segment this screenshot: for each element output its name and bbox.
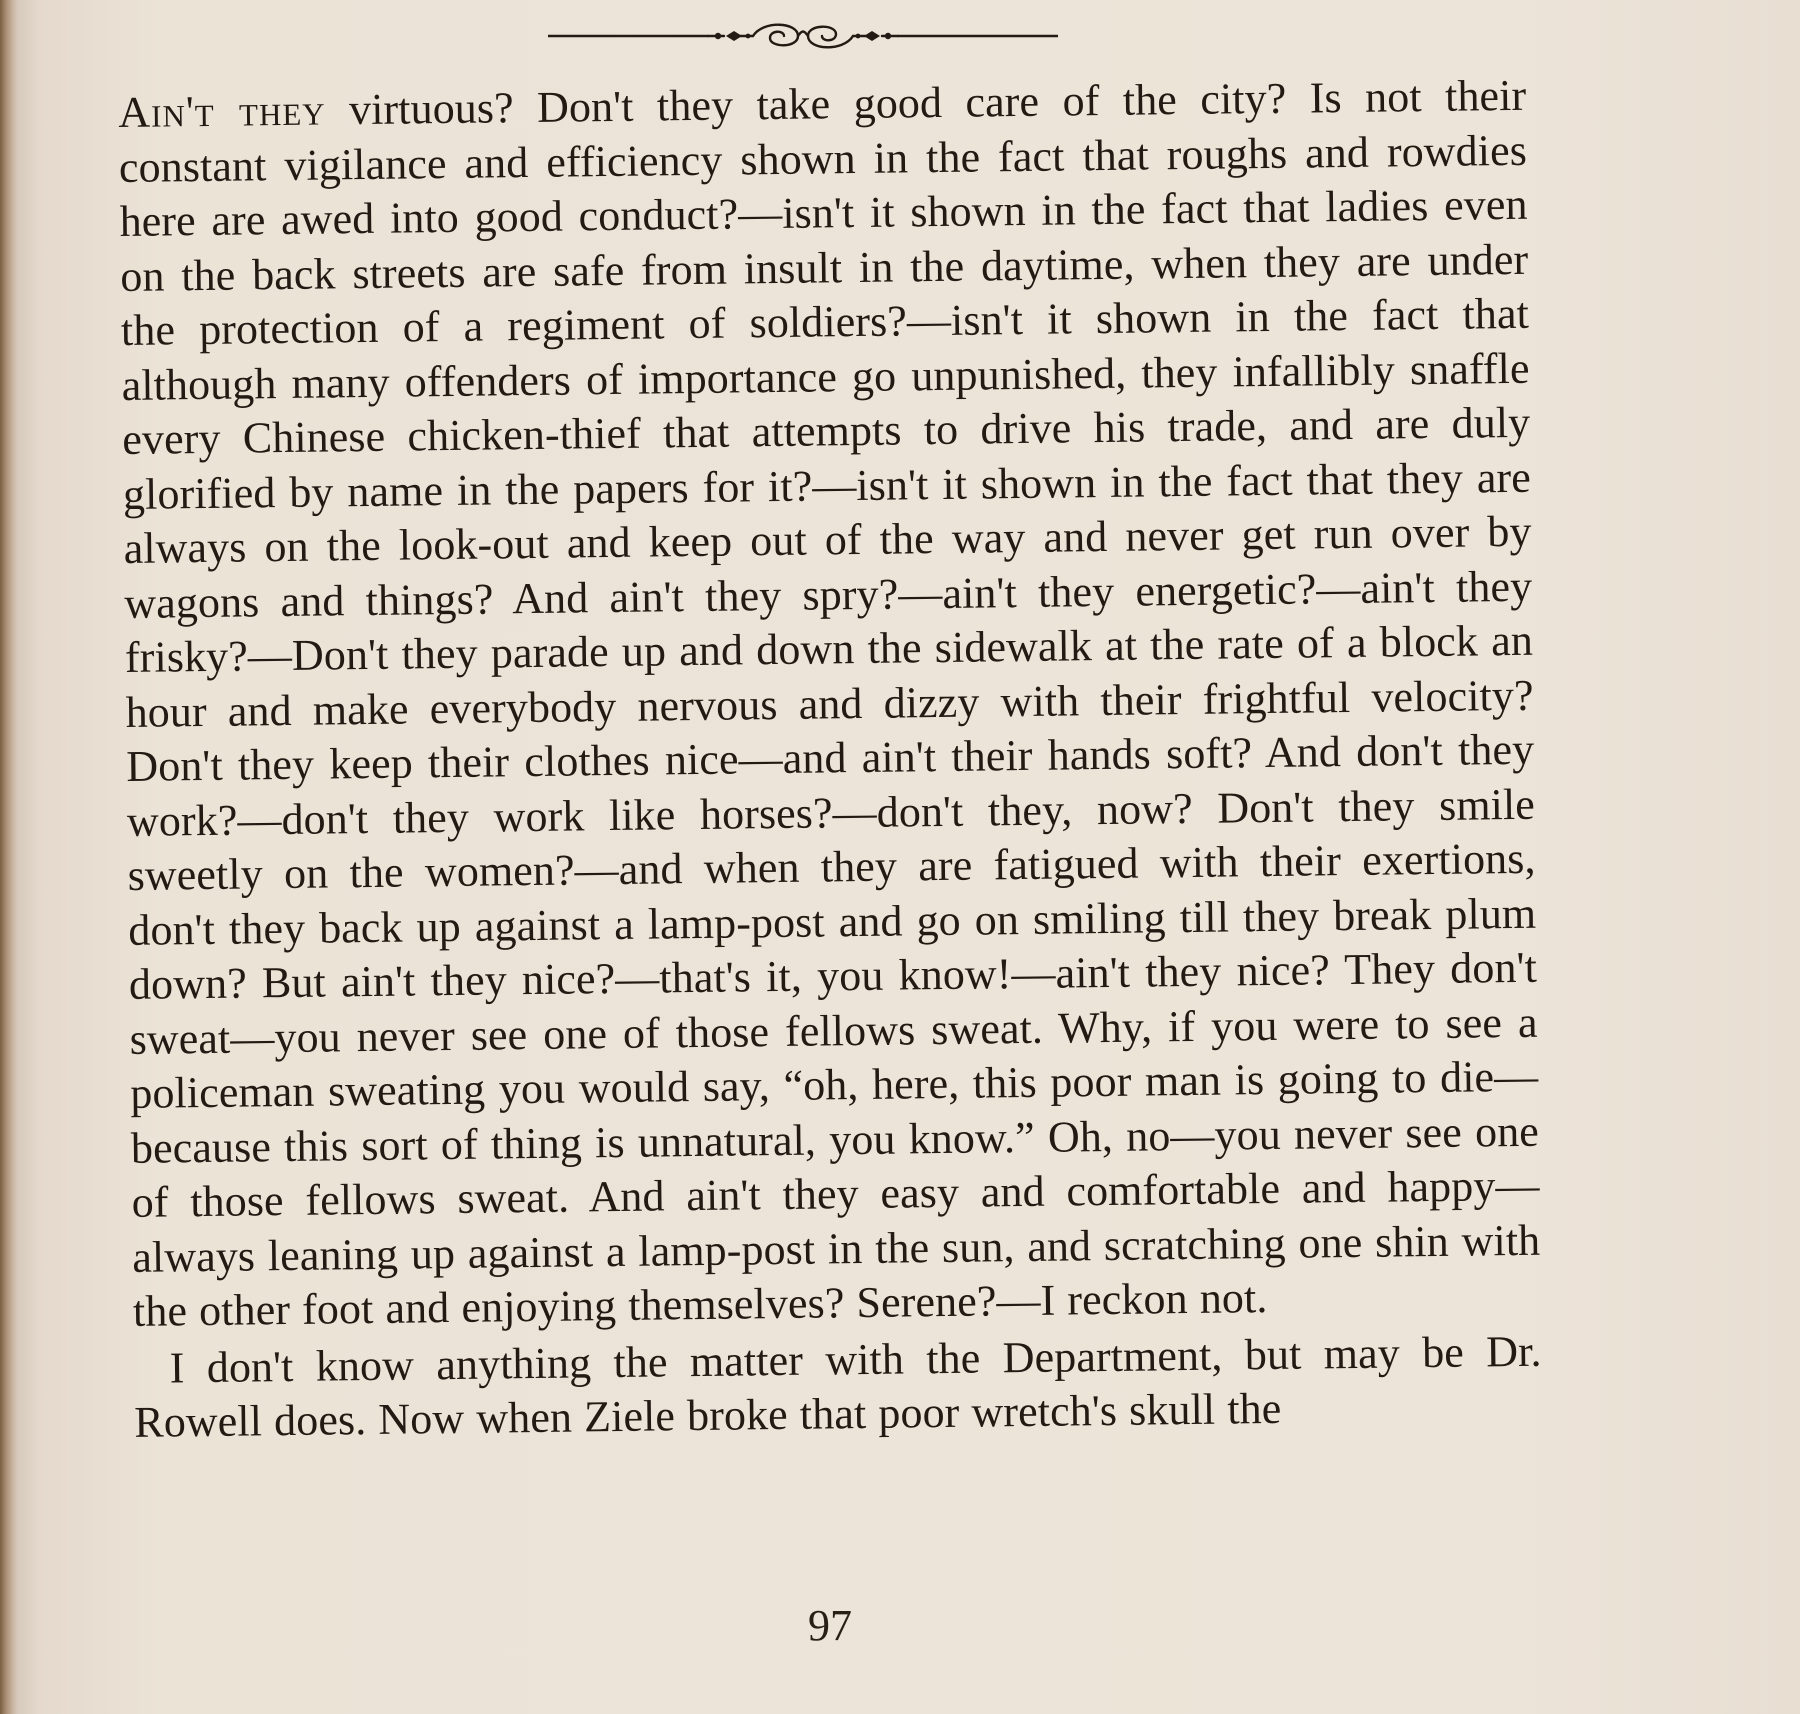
paragraph-1 <box>118 69 1541 1340</box>
book-binding-edge <box>0 0 18 1714</box>
page-text-block <box>118 69 1543 1451</box>
page-number: 97 <box>808 1601 852 1650</box>
paragraph-lead-smallcaps: Ain't they <box>118 85 326 137</box>
ornament-rule-icon <box>548 10 1058 56</box>
paragraph-1-body: virtuous? Don't they take good care of the city? Is not their constant vigilance and efficiency shown in the fact that roughs and rowdies here are awed into good conduct?—isn't it shown in the fact that ladies even on the back streets are safe from insult in the daytime, when they are under the protection of a regiment of soldiers?—isn't it shown in the fact that although many offenders of importance go unpunished, they infallibly snaffle every Chinese chicken-thief that attempts to drive his trade, and are duly glorified by name in the papers for it?—isn't it shown in the fact that they are always on the look-out and keep out of the way and never get run over by wagons and things? And ain't they spry?—ain't they energetic?—ain't they frisky?—Don't they parade up and down the sidewalk at the rate of a block an hour and make everybody nervous and dizzy with their frightful velocity? Don't they keep their clothes nice—and ain't their hands soft? And don't they work?—don't they work like horses?—don't they, now? Don't they smile sweetly on the women?—and when they are fatigued with their exertions, don't they back up against a lamp-post and go on smiling till they break plum down? But ain't they nice?—that's it, you know!—ain't they nice? They don't sweat—you never see one of those fellows sweat. Why, if you were to see a policeman sweating you would say, “oh, here, this poor man is going to die—because this sort of thing is unnatural, you know.” Oh, no—you never see one of those fellows sweat. And ain't they easy and comfortable and happy—always leaning up against a lamp-post in the sun, and scratching one shin with the other foot and enjoying themselves? Serene?—I reckon not. <box>118 70 1541 1336</box>
paragraph-2: I don't know anything the matter with the Department, but may be Dr. Rowell does. Now when Ziele broke that poor wretch's skull the <box>134 1326 1542 1447</box>
